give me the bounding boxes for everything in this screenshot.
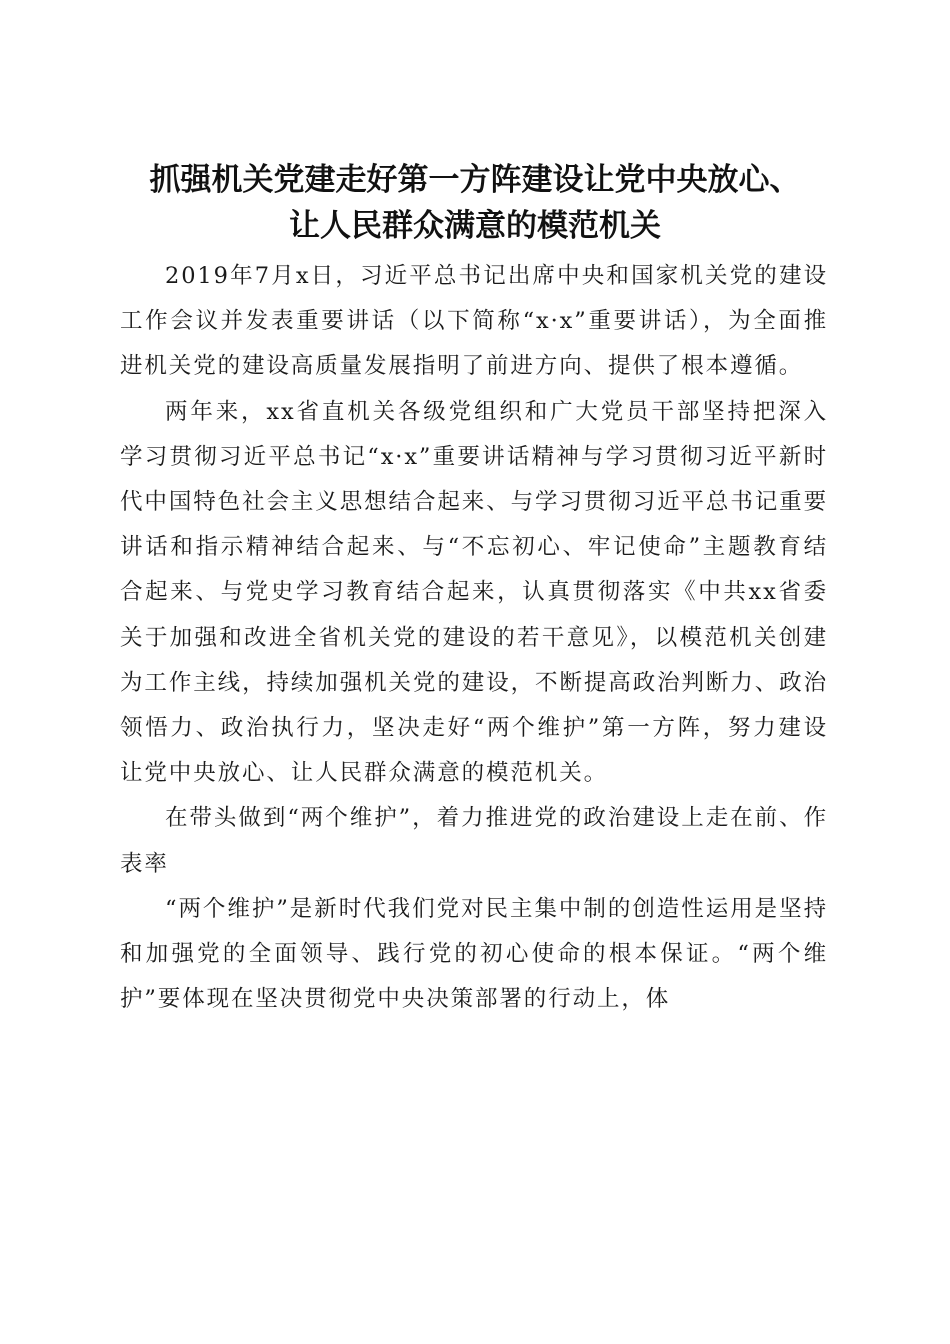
document-body: [120, 254, 828, 1022]
paragraph-two-years: 两年来，xx省直机关各级党组织和广大党员干部坚持把深入学习贯彻习近平总书记“x·x”重要讲话精神与学习贯彻习近平新时代中国特色社会主义思想结合起来、与学习贯彻习近平总书记重要讲话和指示精神结合起来、与“不忘初心、牢记使命”主题教育结合起来、与党史学习教育结合起来，认真贯彻落实《中共xx省委关于加强和改进全省机关党的建设的若干意见》，以模范机关创建为工作主线，持续加强机关党的建设，不断提高政治判断力、政治领悟力、政治执行力，坚决走好“两个维护”第一方阵，努力建设让党中央放心、让人民群众满意的模范机关。: [120, 398, 828, 787]
paragraph-intro: 2019年7月x日，习近平总书记出席中央和国家机关党的建设工作会议并发表重要讲话（以下简称“x·x”重要讲话），为全面推进机关党的建设高质量发展指明了前进方向、提供了根本遵循。: [120, 263, 828, 380]
title-line-2: 让人民群众满意的模范机关: [289, 207, 661, 244]
paragraph-section-heading: 在带头做到“两个维护”，着力推进党的政治建设上走在前、作表率: [120, 805, 828, 877]
title-line-1: 抓强机关党建走好第一方阵建设让党中央放心、: [149, 161, 801, 198]
document-title: [90, 157, 860, 249]
paragraph-two-safeguards: “两个维护”是新时代我们党对民主集中制的创造性运用是坚持和加强党的全面领导、践行党的初心使命的根本保证。“两个维护”要体现在坚决贯彻党中央决策部署的行动上，体: [120, 895, 828, 1013]
